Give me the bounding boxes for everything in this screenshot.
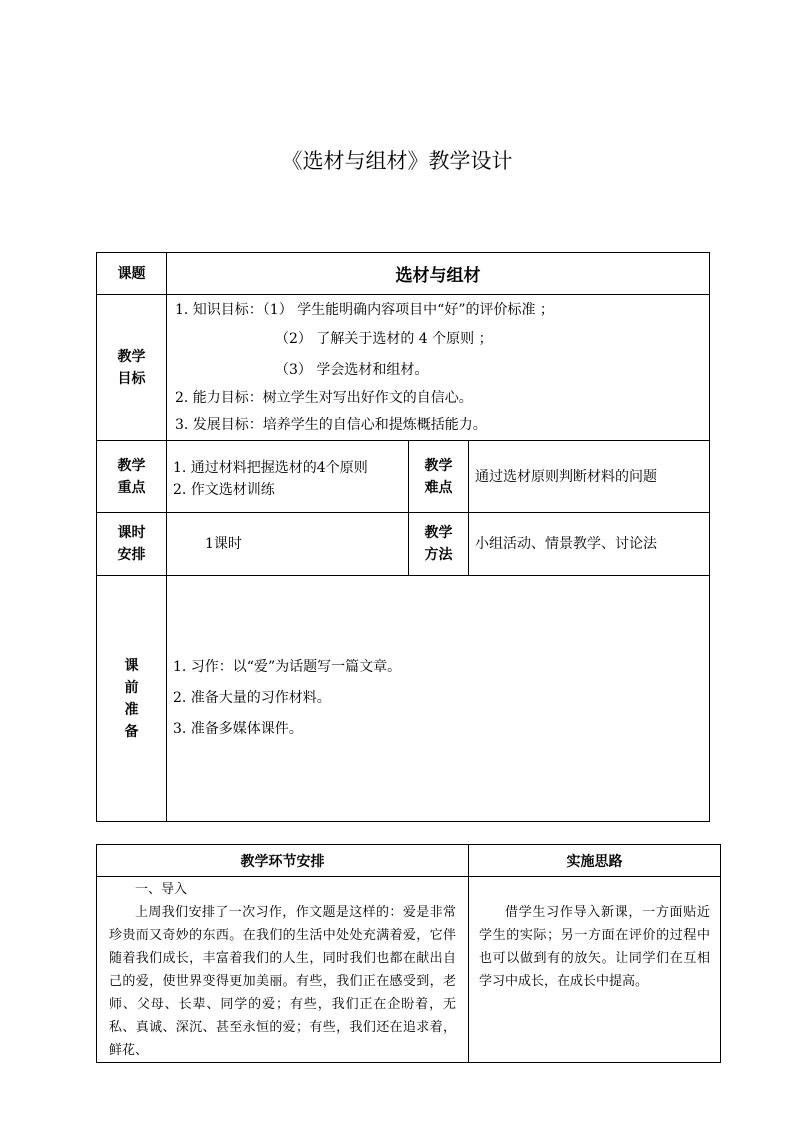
prep-label: 课 前 准 备 <box>97 576 167 822</box>
goal-item: 2. 能力目标：树立学生对写出好作文的自信心。 <box>175 390 473 406</box>
schedule-label: 课时 安排 <box>97 513 167 576</box>
prep-item: 3. 准备多媒体课件。 <box>173 721 303 737</box>
goals-label: 教学 目标 <box>97 295 167 441</box>
schedule-row <box>97 513 710 576</box>
intro-paragraph: 上周我们安排了一次习作，作文题是这样的：爱是非常珍贵而又奇妙的东西。在我们的生活中处处充满着爱，它伴随着我们成长，丰富着我们的人生，同时我们也都在献出自己的爱，使世界变得更加美丽。有些，我们正在感受到，老师、父母、长辈、同学的爱；有些，我们正在企盼着，无私、真诚、深沉、甚至永恒的爱；有些，我们还在追求着，鲜花、 <box>109 905 456 1058</box>
goal-item: 3. 发展目标：培养学生的自信心和提炼概括能力。 <box>175 417 487 433</box>
goal-item: （2） 了解关于选材的 4 个原则 ； <box>275 331 493 347</box>
approach-cell <box>469 877 721 1063</box>
method-label: 教学 方法 <box>409 513 469 576</box>
document-title: 《选材与组材》教学设计 <box>281 149 513 173</box>
teaching-process-table <box>96 844 721 1063</box>
lesson-info-table <box>96 252 710 822</box>
keypoints-row <box>97 441 710 513</box>
subject-label: 课题 <box>97 253 167 295</box>
prep-row <box>97 576 710 822</box>
approach-header: 实施思路 <box>469 845 721 877</box>
subject-value: 选材与组材 <box>167 253 710 295</box>
prep-cell <box>167 576 710 822</box>
goals-cell <box>167 295 710 441</box>
keypoint-item: 2. 作文选材训练 <box>173 482 275 498</box>
prep-item: 2. 准备大量的习作材料。 <box>173 690 331 706</box>
section-title: 一、导入 <box>135 882 188 897</box>
process-header-row <box>97 845 721 877</box>
process-header: 教学环节安排 <box>97 845 469 877</box>
method-value: 小组活动、情景教学、讨论法 <box>469 513 710 576</box>
keypoints-label: 教学 重点 <box>97 441 167 513</box>
keypoint-item: 1. 通过材料把握选材的4个原则 <box>173 460 368 476</box>
subject-row <box>97 253 710 295</box>
goals-row <box>97 295 710 441</box>
approach-paragraph: 借学生习作导入新课，一方面贴近学生的实际；另一方面在评价的过程中也可以做到有的放矢。让同学们在互相学习中成长，在成长中提高。 <box>479 905 710 989</box>
goal-item: 1. 知识目标：（1） 学生能明确内容项目中“好”的评价标准 ； <box>175 302 554 318</box>
difficulty-value: 通过选材原则判断材料的问题 <box>469 441 710 513</box>
process-body-row <box>97 877 721 1063</box>
schedule-value: 1课时 <box>167 513 409 576</box>
process-cell <box>97 877 469 1063</box>
prep-item: 1. 习作：以“爱”为话题写一篇文章。 <box>173 659 402 675</box>
keypoints-cell <box>167 441 409 513</box>
difficulty-label: 教学 难点 <box>409 441 469 513</box>
goal-item: （3） 学会选材和组材。 <box>275 362 429 378</box>
